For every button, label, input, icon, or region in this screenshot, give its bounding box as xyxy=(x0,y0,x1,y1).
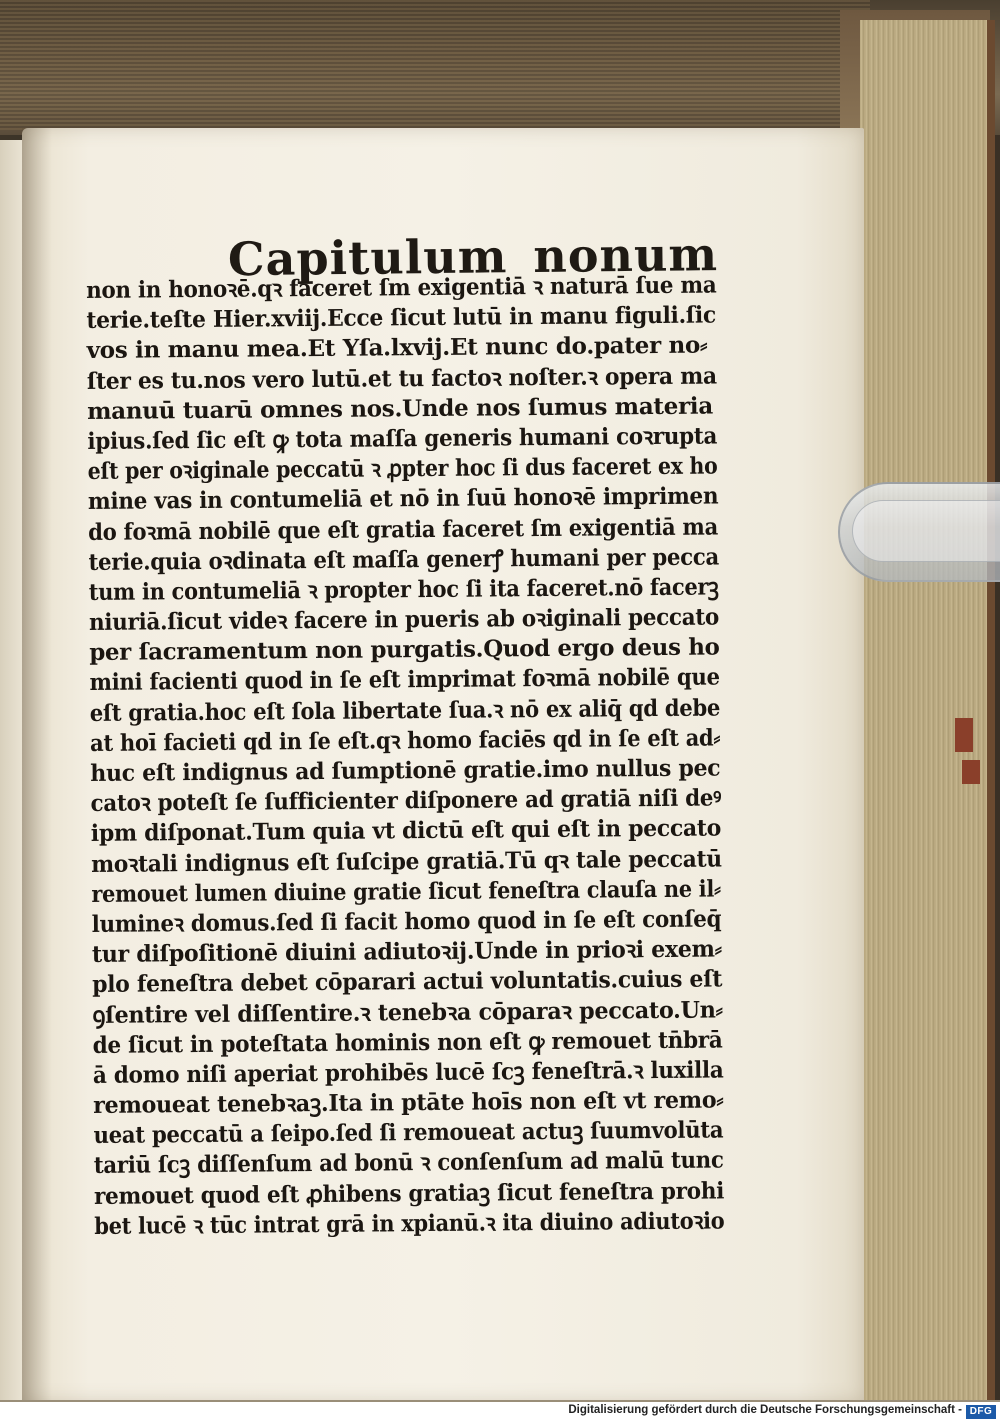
text-line: ꝯſentire vel diſſentire.ꝛ tenebꝛa cōparaꝛ peccato.Un⸗ xyxy=(92,995,723,1029)
text-line: terie.teſte Hier.xviij.Ecce ſicut lutū in manu figuli.ſic xyxy=(86,301,717,335)
text-line: huc eſt indignus ad ſumptionē gratie.imo nullus pec xyxy=(90,754,721,787)
text-line: eſt per oꝛiginale peccatū ꝛ ꝓpter hoc ſi dus faceret ex ho xyxy=(87,452,718,486)
footer-bar xyxy=(0,1402,1000,1422)
text-line: terie.quia oꝛdinata eſt maſſa generꝭ humani per pecca xyxy=(88,543,720,576)
heading-word-2: nonum xyxy=(533,227,719,284)
text-line: manuū tuarū omnes nos.Unde nos ſumus materia xyxy=(87,392,714,425)
text-line: catoꝛ poteſt ſe ſufficienter diſponere ad gratiā niſi deꝰ xyxy=(90,784,722,818)
text-line: de ſicut in poteſtata hominis non eſt ꝙ remouet tn̄brā xyxy=(92,1026,723,1059)
bookmark-tab xyxy=(962,760,980,784)
text-line: remouet quod eſt ꝓhibens gratiaꝫ ſicut feneſtra prohi xyxy=(93,1177,725,1210)
text-line: ipius.ſed ſic eſt ꝙ tota maſſa generis humani coꝛrupta xyxy=(87,422,718,455)
text-line: tariū ſcꝫ diſſenſum ad bonū ꝛ conſenſum ad malū tunc xyxy=(93,1146,724,1180)
text-line: mini facienti quod in ſe eſt imprimat foꝛmā nobilē que xyxy=(89,663,720,697)
text-line: niuriā.ſicut videꝛ facere in pueris ab oꝛiginali peccato xyxy=(88,603,720,637)
text-line: ſter es tu.nos vero lutū.et tu factoꝛ noſter.ꝛ opera ma xyxy=(86,362,717,395)
text-line: lumineꝛ domus.ſed ſi facit homo quod in ſe eſt conſeq̄ xyxy=(91,905,722,938)
page-clip-inner xyxy=(852,500,1000,562)
text-line: remouet lumen diuine gratie ſicut feneſtra clauſa ne il⸗ xyxy=(91,875,721,908)
text-line: plo feneſtra debet cōparari actui voluntatis.cuius eſt xyxy=(92,965,723,999)
text-line: at hoī facieti qd in ſe eſt.qꝛ homo faciēs qd in ſe eſt ad⸗ xyxy=(89,724,721,757)
heading-word-1: Capitulum xyxy=(227,229,508,287)
text-line: non in honoꝛē.qꝛ faceret ſm exigentiā ꝛ naturā ſue ma xyxy=(86,271,717,304)
text-line: per ſacramentum non purgatis.Quod ergo deus ho xyxy=(89,633,720,667)
text-line: tur diſpoſitionē diuini adiutoꝛij.Unde in prioꝛi exem⸗ xyxy=(91,935,722,969)
text-block xyxy=(86,271,724,1242)
dfg-logo: DFG xyxy=(966,1405,996,1419)
text-line: eſt gratia.hoc eſt ſola libertate ſua.ꝛ nō ex aliq̄ qd debe xyxy=(89,694,721,727)
text-line: ueat peccatū a ſeipo.ſed ſi remoueat actuꝫ ſuumvolūta xyxy=(93,1116,724,1150)
text-line: moꝛtali indignus eſt ſuſcipe gratiā.Tū qꝛ tale peccatū xyxy=(91,845,722,878)
text-line: remoueat tenebꝛaꝫ.Ita in ptāte hoīs non eſt vt remo⸗ xyxy=(93,1086,724,1120)
text-line: mine vas in contumeliā et nō in ſuū honoꝛē imprimen xyxy=(87,482,719,516)
text-line: vos in manu mea.Et Yſa.lxvij.Et nunc do.pater no⸗ xyxy=(86,331,708,365)
page-edges xyxy=(860,20,995,1400)
text-line: do foꝛmā nobilē que eſt gratia faceret ſm exigentiā ma xyxy=(88,512,719,546)
text-line: bet lucē ꝛ tūc intrat grā in xpianū.ꝛ ita diuino adiutoꝛio xyxy=(94,1207,725,1240)
bookmark-tab xyxy=(955,718,973,752)
text-line: ipm diſponat.Tum quia vt dictū eſt qui eſt in peccato xyxy=(90,814,722,848)
text-line: ā domo niſi aperiat prohibēs lucē ſcꝫ feneſtrā.ꝛ luxilla xyxy=(92,1056,724,1089)
spine-shadow xyxy=(22,128,52,1402)
funding-credit: Digitalisierung gefördert durch die Deutsche Forschungsgemeinschaft - xyxy=(568,1404,962,1416)
text-line: tum in contumeliā ꝛ propter hoc ſi ita faceret.nō facerꝫ xyxy=(88,573,719,606)
